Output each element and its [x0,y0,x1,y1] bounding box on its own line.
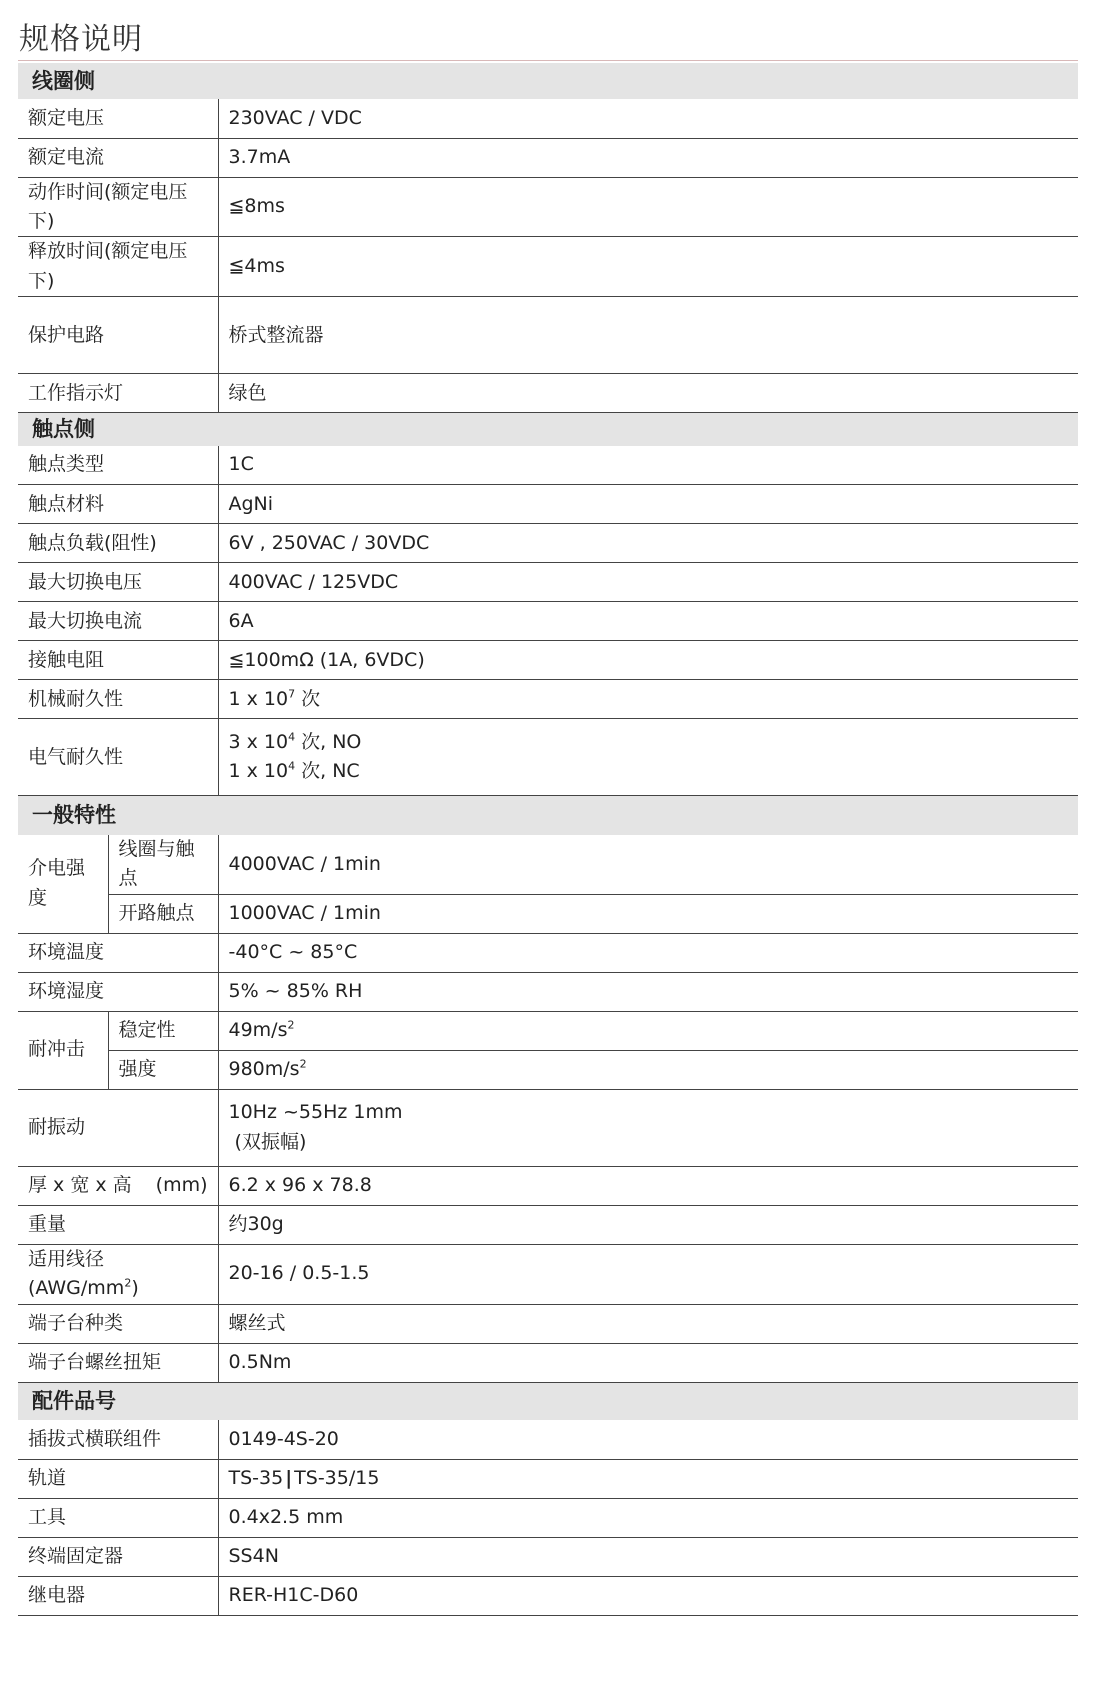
row-value: 1C [218,446,1078,485]
row-value: 6A [218,602,1078,641]
dimensions-unit: (mm) [155,1173,208,1196]
section-title-coil: 线圈侧 [18,63,1078,99]
table-row [18,1498,1078,1537]
row-value: 桥式整流器 [218,297,1078,374]
rail-separator: | [285,1466,293,1489]
table-row [18,237,1078,297]
table-row [18,524,1078,563]
row-label: 动作时间(额定电压下) [18,177,218,237]
mech-life-base: 1 x 10 [228,687,289,710]
table-row [18,1459,1078,1498]
table-row [18,719,1078,796]
row-label: 耐冲击 [18,1011,108,1089]
row-label: 继电器 [18,1576,218,1615]
row-value: -40°C ~ 85°C [218,933,1078,972]
section-title-general: 一般特性 [18,796,1078,835]
row-label: 环境湿度 [18,972,218,1011]
elec-life-nc-exponent: 4 [288,759,296,773]
shock-stability-value: 49m/s [228,1018,288,1041]
row-value: 0.4x2.5 mm [218,1498,1078,1537]
row-sublabel: 开路触点 [108,894,218,933]
row-label: 耐振动 [18,1089,218,1166]
table-row [18,1011,1078,1050]
title-divider [18,60,1078,61]
table-row [18,894,1078,933]
table-row [18,933,1078,972]
row-label [18,1244,218,1304]
shock-stability-exponent: 2 [287,1018,295,1032]
row-label: 重量 [18,1205,218,1244]
dimensions-label: 厚 x 宽 x 高 [28,1173,132,1196]
table-row [18,1166,1078,1205]
vibration-note: (双振幅) [228,1130,307,1153]
vibration-range: 10Hz ~55Hz 1mm [228,1101,403,1124]
wire-gauge-label: 适用线径(AWG/mm [28,1247,125,1300]
section-header-general [18,796,1078,835]
elec-life-no-unit: 次, NO [295,730,362,753]
row-label: 触点负载(阻性) [18,524,218,563]
row-value: 3.7mA [218,138,1078,177]
spec-table [18,63,1078,1616]
mech-life-unit: 次 [295,687,321,710]
row-value: 1000VAC / 1min [218,894,1078,933]
elec-life-no-exponent: 4 [288,730,296,744]
table-row [18,99,1078,138]
row-label: 额定电流 [18,138,218,177]
elec-life-nc-unit: 次, NC [295,760,360,783]
row-label: 接触电阻 [18,641,218,680]
rail-value-a: TS-35 [228,1466,284,1489]
table-row [18,297,1078,374]
row-label: 环境温度 [18,933,218,972]
table-row [18,680,1078,719]
row-value: 400VAC / 125VDC [218,563,1078,602]
table-row [18,1343,1078,1382]
row-value [218,719,1078,796]
row-label: 电气耐久性 [18,719,218,796]
row-value: ≦100mΩ (1A, 6VDC) [218,641,1078,680]
elec-life-no [229,728,1069,757]
row-label: 机械耐久性 [18,680,218,719]
section-header-contact [18,413,1078,446]
row-value: 230VAC / VDC [218,99,1078,138]
row-label: 端子台种类 [18,1304,218,1343]
row-value: 4000VAC / 1min [218,835,1078,894]
row-label: 工具 [18,1498,218,1537]
table-row [18,972,1078,1011]
table-row [18,177,1078,237]
table-row [18,1205,1078,1244]
row-label: 触点类型 [18,446,218,485]
table-row [18,485,1078,524]
table-row [18,1576,1078,1615]
row-value: 约30g [218,1205,1078,1244]
row-label: 额定电压 [18,99,218,138]
row-label: 轨道 [18,1459,218,1498]
mech-life-exponent: 7 [288,687,296,701]
table-row [18,1537,1078,1576]
table-row [18,374,1078,413]
wire-gauge-label-end: ) [131,1277,139,1300]
table-row [18,1304,1078,1343]
row-value: SS4N [218,1537,1078,1576]
page-title: 规格说明 [19,22,143,57]
elec-life-no-base: 3 x 10 [228,730,289,753]
section-title-contact: 触点侧 [18,413,1078,446]
row-label: 最大切换电流 [18,602,218,641]
elec-life-nc-base: 1 x 10 [228,760,289,783]
table-row [18,1244,1078,1304]
row-value: 20-16 / 0.5-1.5 [218,1244,1078,1304]
row-label: 触点材料 [18,485,218,524]
row-value [218,1459,1078,1498]
table-row [18,1089,1078,1166]
row-label: 介电强度 [18,835,108,933]
table-row [18,446,1078,485]
row-value: RER-H1C-D60 [218,1576,1078,1615]
table-row [18,1420,1078,1459]
row-value: 0.5Nm [218,1343,1078,1382]
section-title-accessories: 配件品号 [18,1382,1078,1420]
elec-life-nc [229,757,1069,786]
shock-strength-value: 980m/s [228,1057,300,1080]
section-header-accessories [18,1382,1078,1420]
table-row [18,641,1078,680]
row-value [218,1050,1078,1089]
row-sublabel: 强度 [108,1050,218,1089]
row-value [218,1089,1078,1166]
row-value: ≦4ms [218,237,1078,297]
row-label: 工作指示灯 [18,374,218,413]
row-value: AgNi [218,485,1078,524]
row-sublabel: 稳定性 [108,1011,218,1050]
row-sublabel: 线圈与触点 [108,835,218,894]
table-row [18,138,1078,177]
row-value [218,680,1078,719]
row-label: 释放时间(额定电压下) [18,237,218,297]
rail-value-b: TS-35/15 [294,1466,380,1489]
row-value: ≦8ms [218,177,1078,237]
row-label: 插拔式横联组件 [18,1420,218,1459]
wire-gauge-exponent: 2 [124,1276,132,1290]
section-header-coil [18,63,1078,99]
row-label: 保护电路 [18,297,218,374]
row-label: 端子台螺丝扭矩 [18,1343,218,1382]
table-row [18,1050,1078,1089]
table-row [18,563,1078,602]
table-row [18,602,1078,641]
row-value: 绿色 [218,374,1078,413]
row-value: 5% ~ 85% RH [218,972,1078,1011]
row-label [18,1166,218,1205]
table-row [18,835,1078,894]
row-label: 最大切换电压 [18,563,218,602]
row-value: 螺丝式 [218,1304,1078,1343]
row-label: 终端固定器 [18,1537,218,1576]
row-value: 6V , 250VAC / 30VDC [218,524,1078,563]
shock-strength-exponent: 2 [299,1057,307,1071]
row-value: 0149-4S-20 [218,1420,1078,1459]
row-value: 6.2 x 96 x 78.8 [218,1166,1078,1205]
row-value [218,1011,1078,1050]
